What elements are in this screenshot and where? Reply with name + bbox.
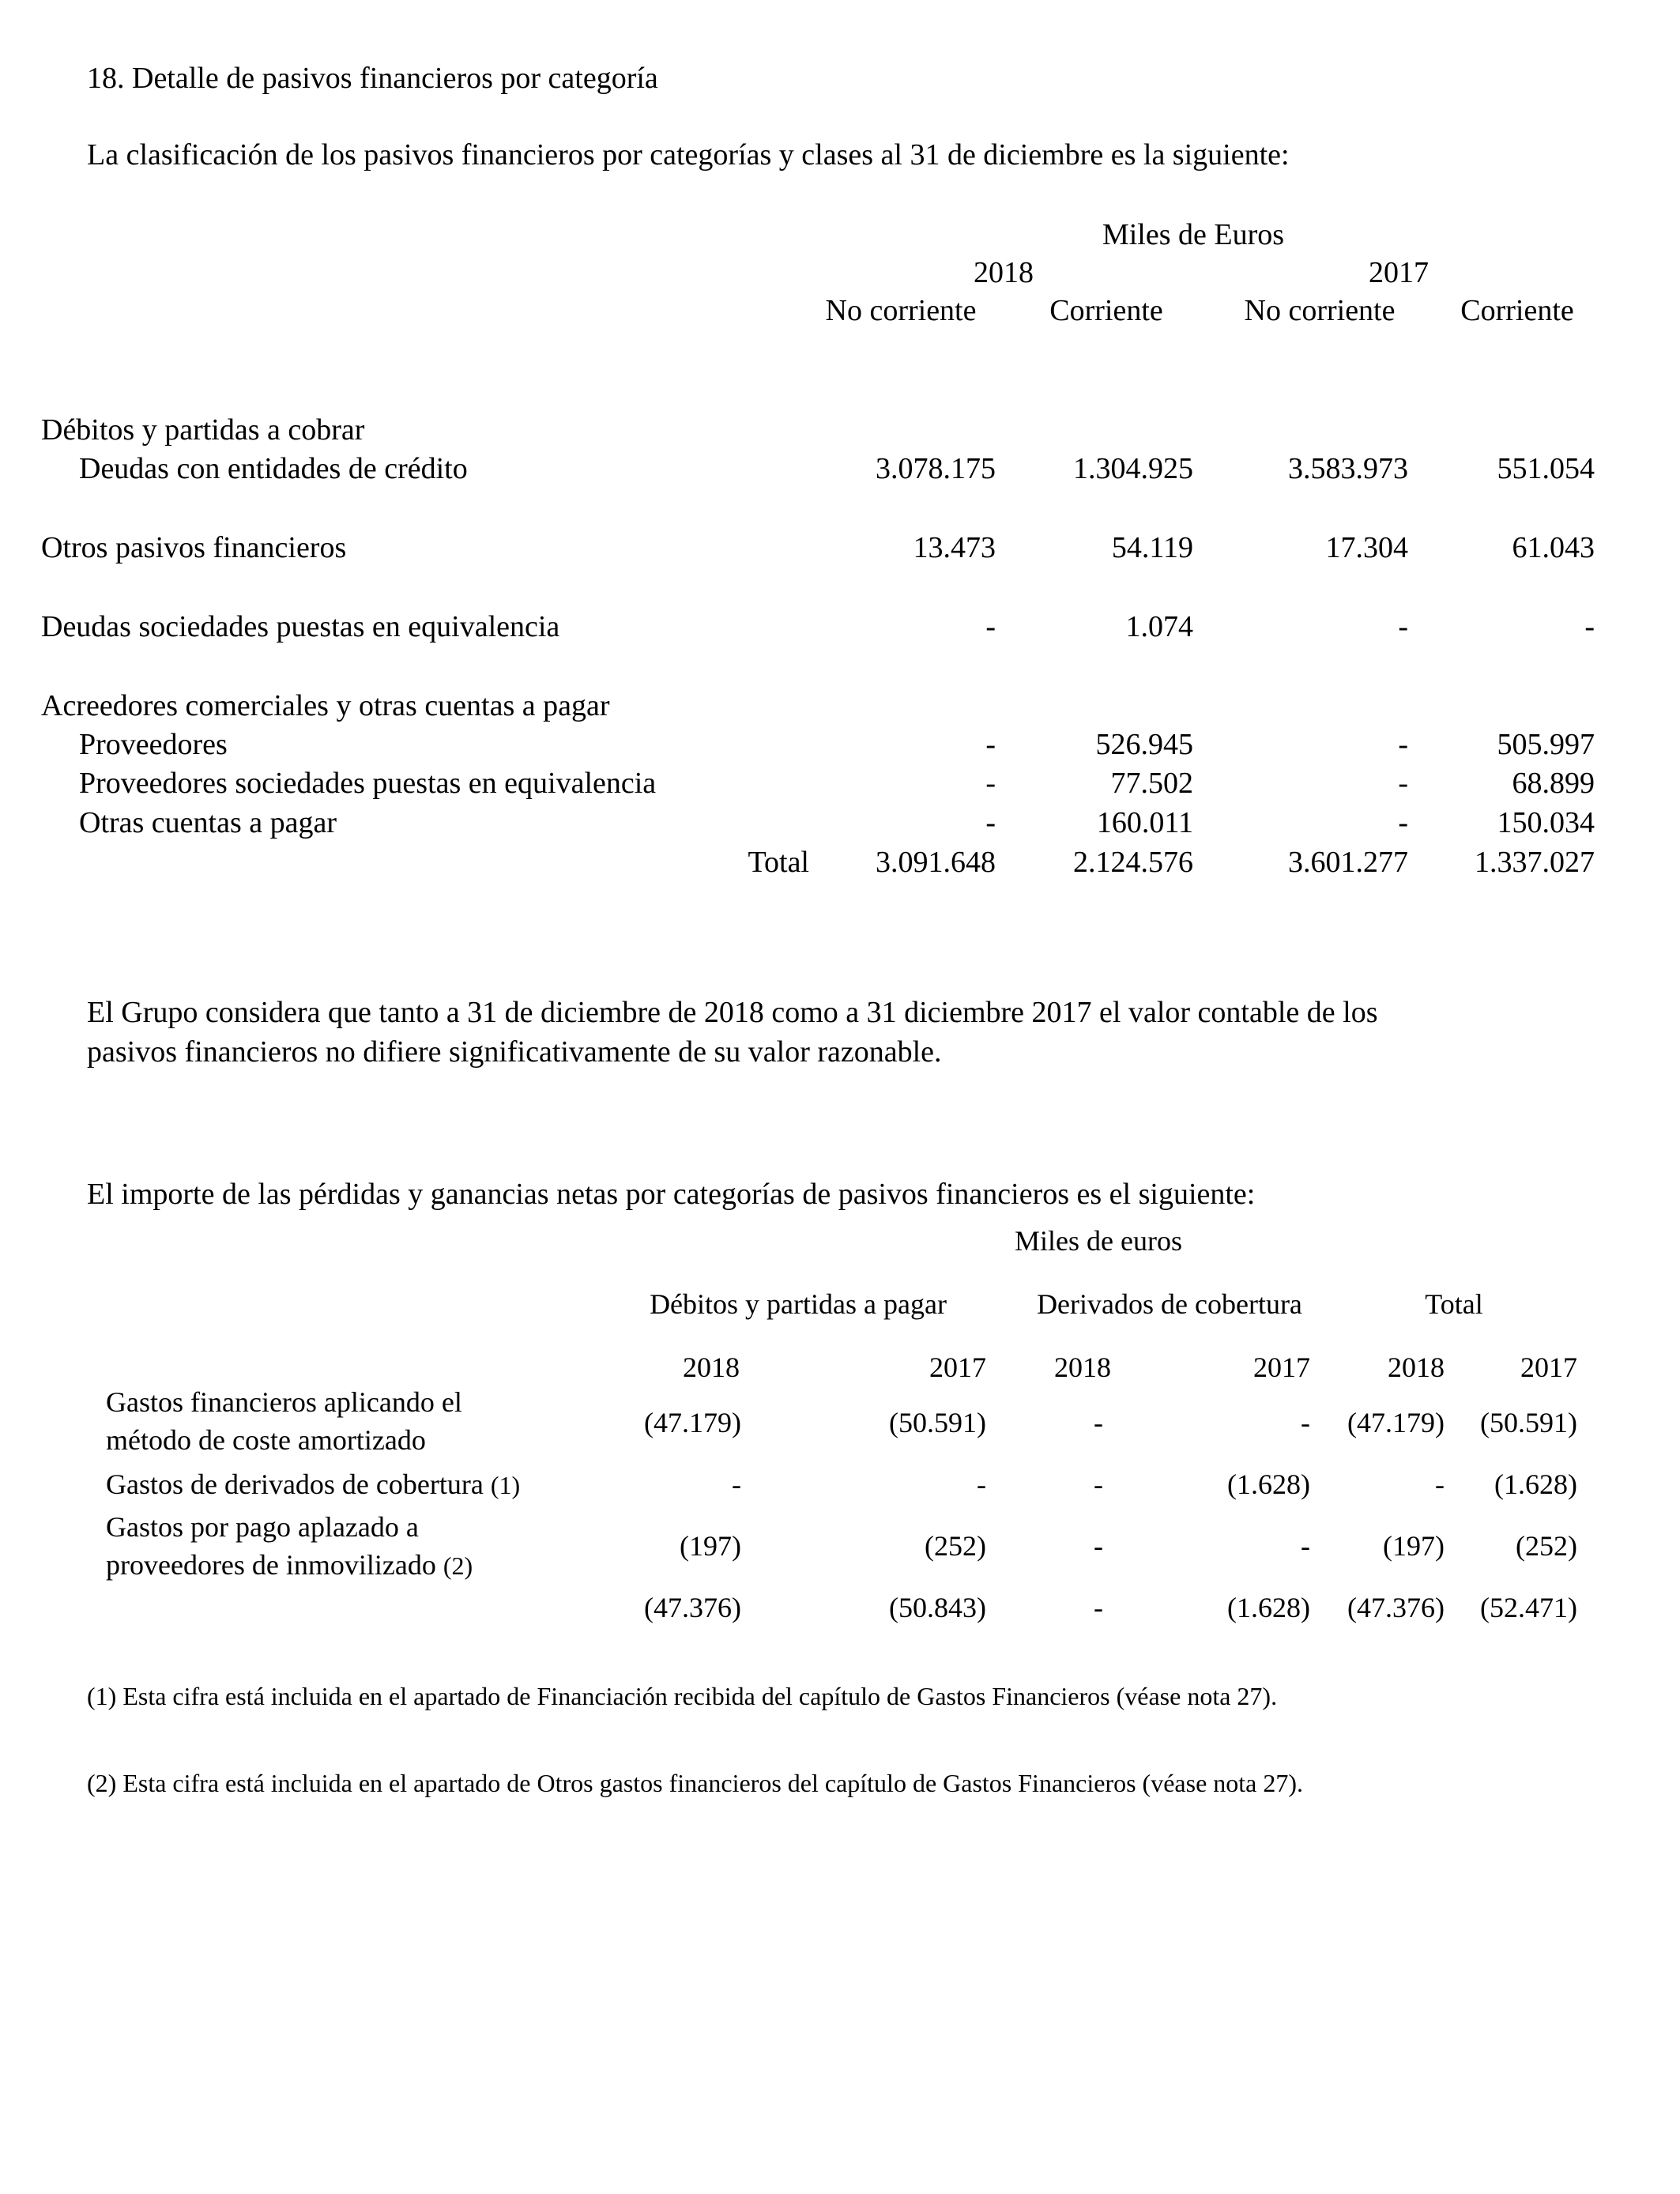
table2-year: 2018 (1054, 1351, 1111, 1383)
table2-cell: - (1094, 1468, 1103, 1500)
table2-cell: - (1094, 1592, 1103, 1623)
table2-cell: (197) (680, 1530, 741, 1562)
table1-col-header: No corriente (825, 294, 977, 327)
table2-cell: (1.628) (1494, 1468, 1577, 1500)
table1-cell: 77.502 (1110, 767, 1193, 800)
table1-cell: 551.054 (1497, 452, 1595, 485)
intro-text: La clasificación de los pasivos financieros por categorías y clases al 31 de diciembre es la siguiente: (87, 138, 1290, 172)
table1-total-label: Total (748, 846, 809, 879)
table2-group-header: Débitos y partidas a pagar (650, 1288, 947, 1320)
table1-cell: - (985, 806, 996, 839)
table2-cell: - (1301, 1530, 1310, 1562)
table2-row-label-text: Gastos de derivados de cobertura (106, 1468, 484, 1500)
table2-cell: (50.843) (889, 1592, 986, 1623)
table2-row-label (106, 1470, 520, 1498)
table1-row-label: Proveedores (79, 728, 228, 761)
table2-year: 2017 (929, 1351, 986, 1383)
section-heading: 18. Detalle de pasivos financieros por categoría (87, 62, 658, 95)
table2-row-note: (2) (443, 1551, 473, 1580)
table2-group-header: Derivados de cobertura (1037, 1288, 1302, 1320)
table1-col-header: Corriente (1049, 294, 1163, 327)
table1-cell: 3.601.277 (1288, 846, 1408, 879)
table2-row-label: método de coste amortizado (106, 1424, 426, 1456)
intro2-text: El importe de las pérdidas y ganancias netas por categorías de pasivos financieros es el siguiente: (87, 1178, 1256, 1211)
table1-cell: 54.119 (1111, 531, 1193, 564)
table2-cell: (1.628) (1227, 1468, 1310, 1500)
table2-row-label: Gastos por pago aplazado a (106, 1511, 419, 1543)
table2-row-label (106, 1551, 473, 1579)
table1-row-label: Acreedores comerciales y otras cuentas a pagar (41, 689, 610, 722)
table2-year: 2018 (1388, 1351, 1445, 1383)
footnote: (2) Esta cifra está incluida en el apartado de Otros gastos financieros del capítulo de Gastos Financieros (véase nota 27). (87, 1769, 1304, 1797)
table2-cell: - (732, 1468, 741, 1500)
table2-cell: (1.628) (1227, 1592, 1310, 1623)
table1-cell: - (1398, 728, 1408, 761)
footnote: (1) Esta cifra está incluida en el apartado de Financiación recibida del capítulo de Gastos Financieros (véase nota 27). (87, 1682, 1278, 1710)
table1-cell: 3.078.175 (876, 452, 996, 485)
table1-cell: 3.583.973 (1288, 452, 1408, 485)
table2-cell: (47.376) (644, 1592, 741, 1623)
table1-row-label: Proveedores sociedades puestas en equivalencia (79, 767, 657, 800)
table1-col-header: Corriente (1460, 294, 1574, 327)
paragraph-line: El Grupo considera que tanto a 31 de diciembre de 2018 como a 31 diciembre 2017 el valor contable de los (87, 996, 1378, 1029)
table1-row-label: Deudas con entidades de crédito (79, 452, 468, 485)
table2-row-label: Gastos financieros aplicando el (106, 1386, 462, 1418)
table2-year: 2017 (1253, 1351, 1310, 1383)
table1-unit: Miles de Euros (1102, 218, 1285, 251)
table2-cell: (47.179) (644, 1407, 741, 1438)
table2-cell: - (1301, 1407, 1310, 1438)
table1-cell: 160.011 (1096, 806, 1193, 839)
table2-year: 2018 (683, 1351, 740, 1383)
table2-row-note: (1) (490, 1471, 521, 1499)
table2-year: 2017 (1520, 1351, 1577, 1383)
table2-cell: - (1094, 1530, 1103, 1562)
table1-cell: 2.124.576 (1073, 846, 1193, 879)
table1-year-2017: 2017 (1369, 256, 1429, 289)
table2-cell: (52.471) (1480, 1592, 1577, 1623)
table1-row-label: Débitos y partidas a cobrar (41, 413, 365, 447)
table2-cell: - (1094, 1407, 1103, 1438)
table1-cell: 150.034 (1497, 806, 1595, 839)
table1-cell: - (1398, 767, 1408, 800)
table2-cell: (50.591) (1480, 1407, 1577, 1438)
paragraph-line: pasivos financieros no difiere significativamente de su valor razonable. (87, 1035, 942, 1069)
table2-row-label-text: proveedores de inmovilizado (106, 1549, 436, 1581)
table1-cell: 1.074 (1125, 610, 1193, 643)
table1-cell: 526.945 (1095, 728, 1193, 761)
table1-cell: - (1398, 610, 1408, 643)
table2-cell: (252) (925, 1530, 986, 1562)
table1-col-header: No corriente (1244, 294, 1396, 327)
table1-row-label: Otras cuentas a pagar (79, 806, 337, 839)
table2-cell: (197) (1383, 1530, 1445, 1562)
table1-cell: - (1398, 806, 1408, 839)
table2-cell: (252) (1516, 1530, 1577, 1562)
table2-cell: (47.179) (1347, 1407, 1445, 1438)
table1-cell: 1.304.925 (1073, 452, 1193, 485)
table1-cell: - (1584, 610, 1595, 643)
table1-cell: 68.899 (1512, 767, 1595, 800)
table1-cell: 1.337.027 (1475, 846, 1595, 879)
table1-cell: 17.304 (1325, 531, 1408, 564)
table2-unit: Miles de euros (1015, 1225, 1182, 1257)
table1-cell: 13.473 (913, 531, 996, 564)
table2-cell: - (977, 1468, 986, 1500)
table1-cell: 3.091.648 (876, 846, 996, 879)
table1-cell: 505.997 (1497, 728, 1595, 761)
table1-row-label: Otros pasivos financieros (41, 531, 347, 564)
table2-cell: - (1435, 1468, 1445, 1500)
table1-cell: - (985, 728, 996, 761)
table2-group-header: Total (1425, 1288, 1483, 1320)
table1-cell: 61.043 (1512, 531, 1595, 564)
table1-cell: - (985, 610, 996, 643)
table1-year-2018: 2018 (974, 256, 1034, 289)
table2-cell: (50.591) (889, 1407, 986, 1438)
table2-cell: (47.376) (1347, 1592, 1445, 1623)
table1-row-label: Deudas sociedades puestas en equivalencia (41, 610, 560, 643)
table1-cell: - (985, 767, 996, 800)
